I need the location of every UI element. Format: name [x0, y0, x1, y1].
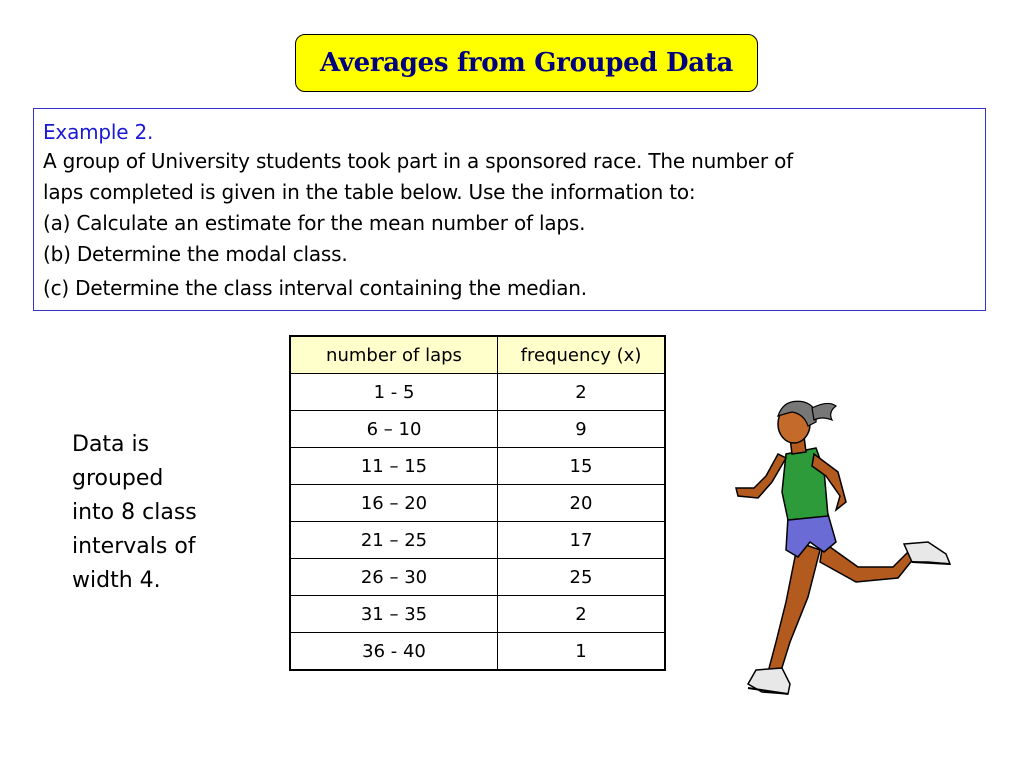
table-row — [290, 596, 665, 633]
laps-cell: 1 - 5 — [290, 374, 498, 411]
running-woman-illustration — [728, 392, 956, 708]
frequency-cell: 1 — [498, 633, 666, 671]
table-row — [290, 485, 665, 522]
frequency-cell: 2 — [498, 596, 666, 633]
header-frequency: frequency (x) — [498, 336, 666, 374]
frequency-cell: 20 — [498, 485, 666, 522]
side-note-line: grouped — [72, 466, 164, 491]
question-a: (a) Calculate an estimate for the mean number of laps. — [43, 211, 586, 235]
table-row — [290, 411, 665, 448]
table-row — [290, 633, 665, 671]
side-note-line: into 8 class — [72, 500, 197, 525]
frequency-cell: 25 — [498, 559, 666, 596]
title-banner — [295, 34, 758, 92]
example-line: laps completed is given in the table below. Use the information to: — [43, 180, 696, 204]
laps-cell: 36 - 40 — [290, 633, 498, 671]
laps-cell: 16 – 20 — [290, 485, 498, 522]
side-note-line: intervals of — [72, 534, 196, 559]
header-number-of-laps: number of laps — [290, 336, 498, 374]
side-note-line: width 4. — [72, 568, 161, 593]
frequency-cell: 2 — [498, 374, 666, 411]
question-c: (c) Determine the class interval containing the median. — [43, 276, 587, 300]
example-heading: Example 2. — [43, 120, 154, 144]
table-row — [290, 374, 665, 411]
frequency-cell: 17 — [498, 522, 666, 559]
laps-cell: 11 – 15 — [290, 448, 498, 485]
page-title: Averages from Grouped Data — [319, 48, 734, 78]
laps-cell: 6 – 10 — [290, 411, 498, 448]
side-note — [72, 428, 272, 598]
laps-cell: 21 – 25 — [290, 522, 498, 559]
side-note-line: Data is — [72, 432, 150, 457]
laps-frequency-table — [289, 335, 666, 671]
laps-cell: 31 – 35 — [290, 596, 498, 633]
table-row — [290, 522, 665, 559]
example-line: A group of University students took part in a sponsored race. The number of — [43, 149, 793, 173]
laps-cell: 26 – 30 — [290, 559, 498, 596]
table-row — [290, 559, 665, 596]
frequency-cell: 9 — [498, 411, 666, 448]
table-row — [290, 448, 665, 485]
question-b: (b) Determine the modal class. — [43, 242, 348, 266]
frequency-cell: 15 — [498, 448, 666, 485]
table-header-row — [290, 336, 665, 374]
example-box — [33, 108, 986, 311]
